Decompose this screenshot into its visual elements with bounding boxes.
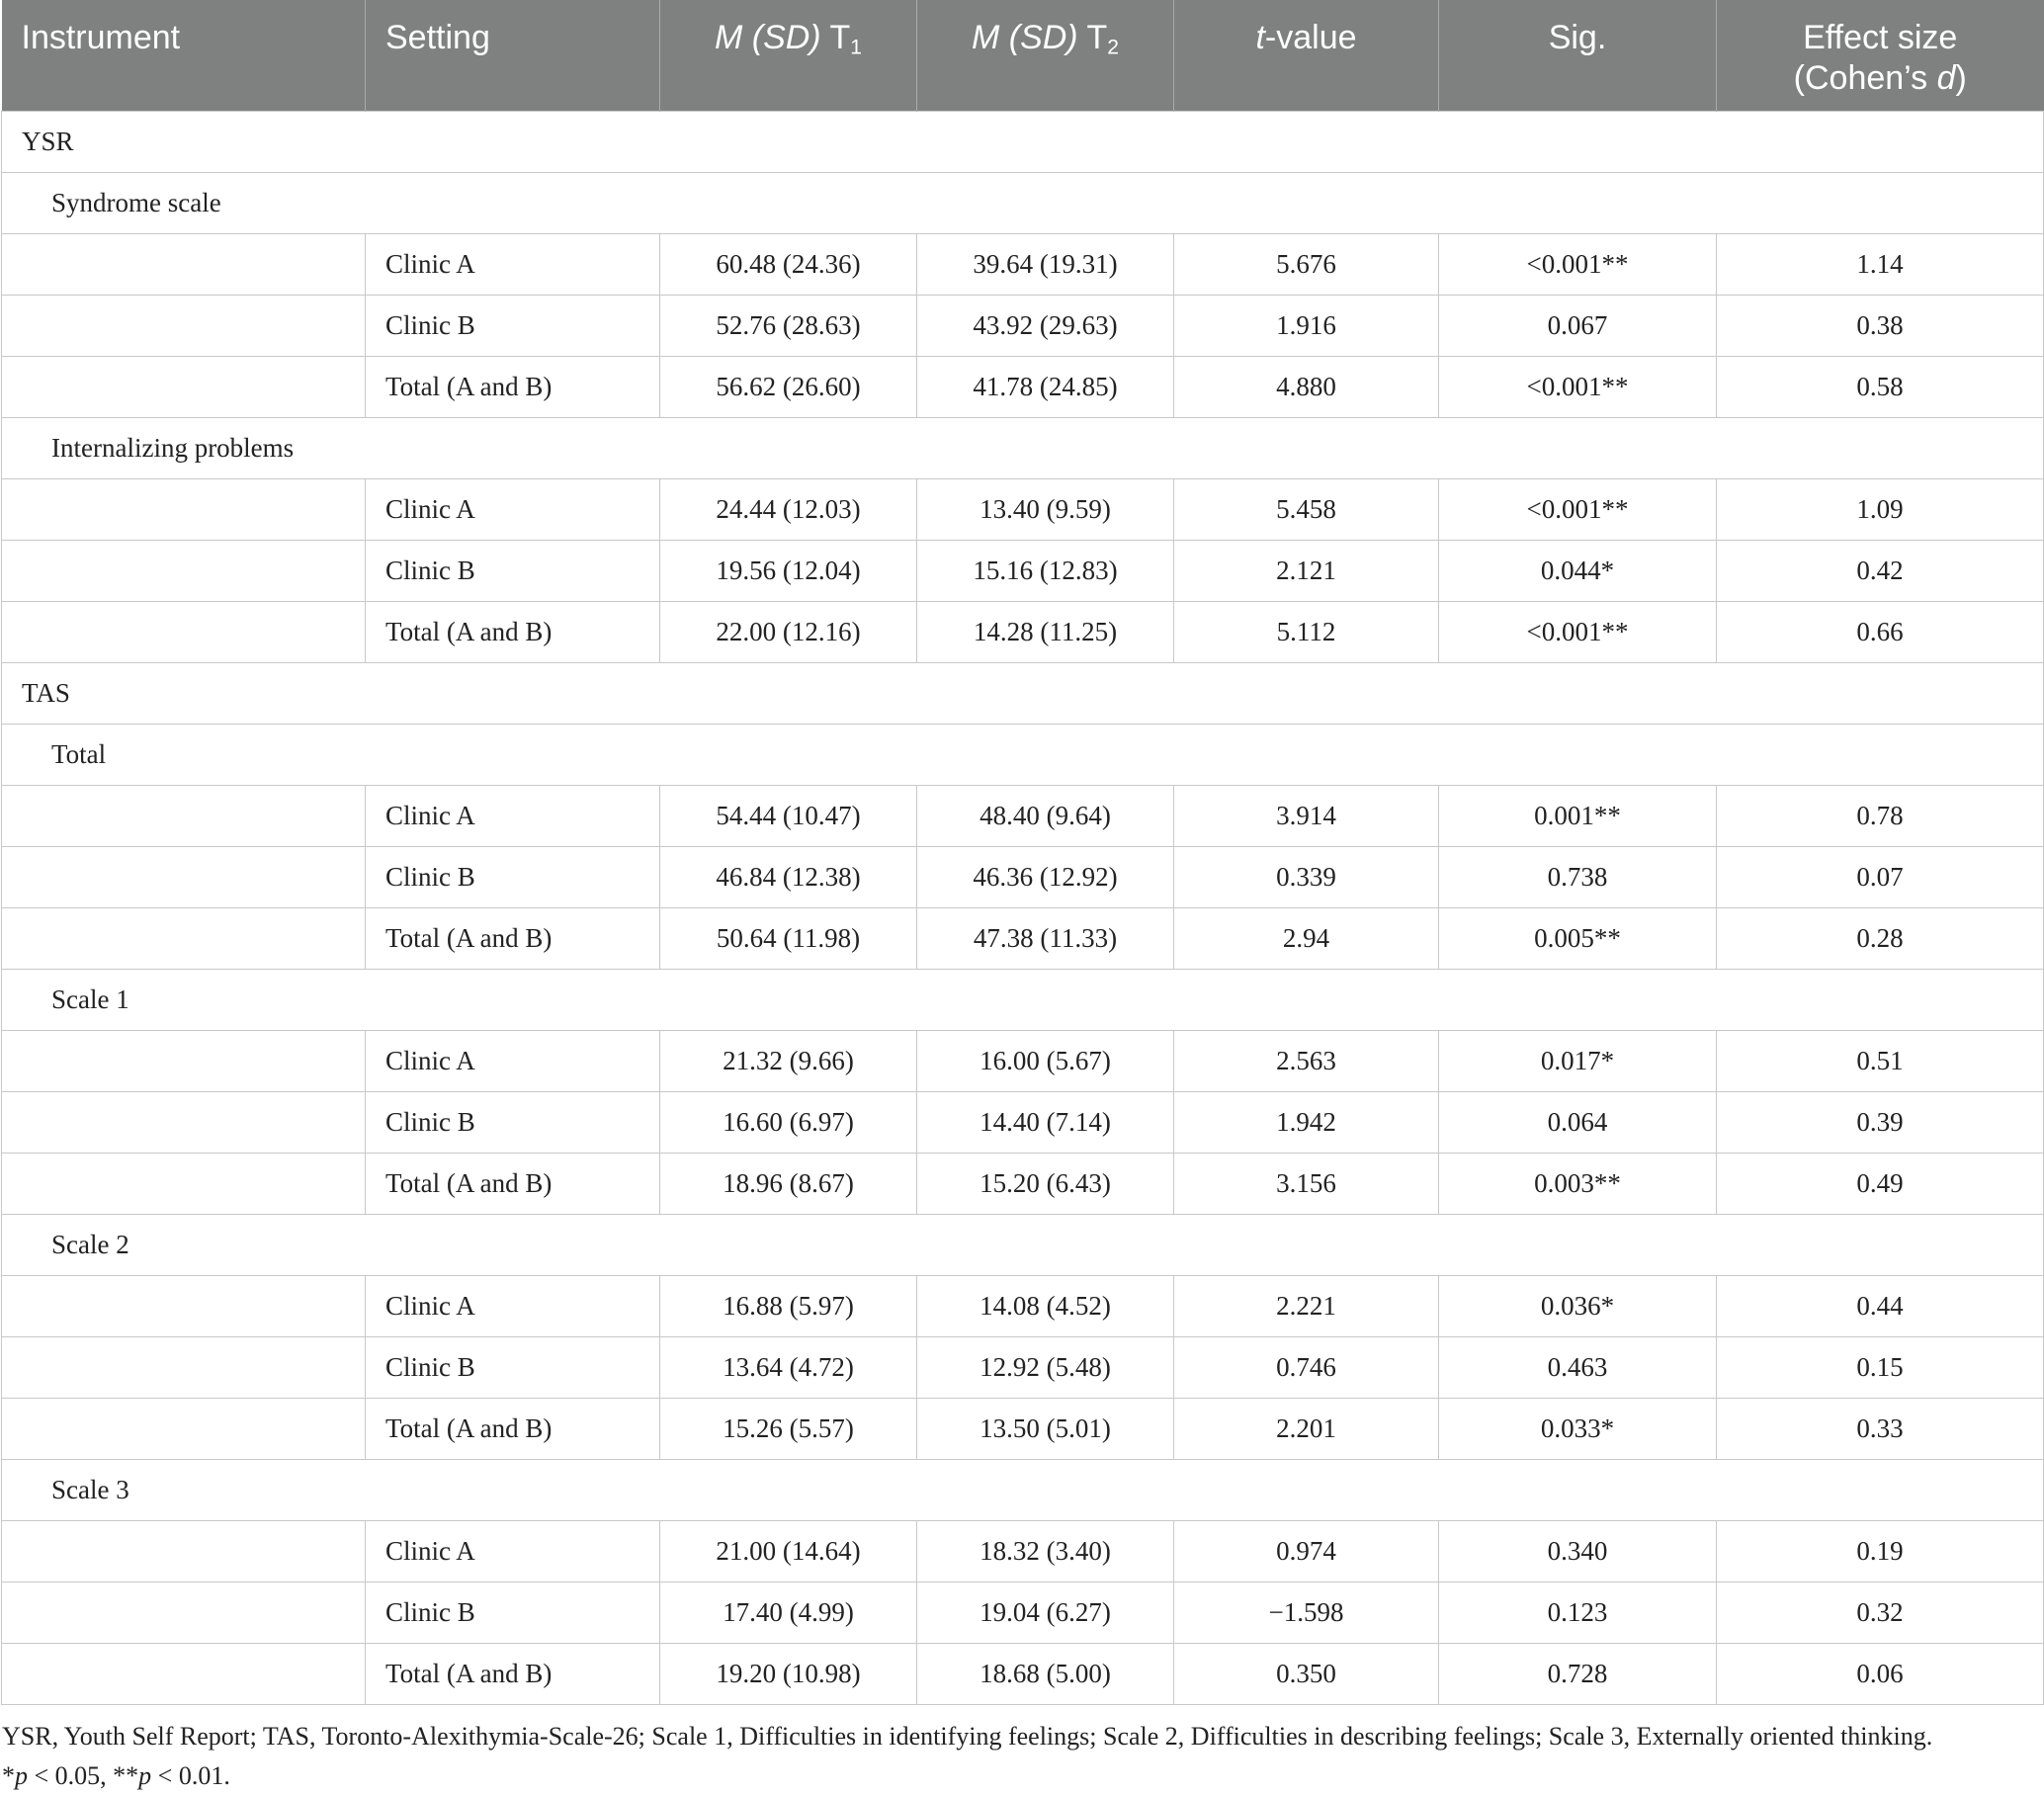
cell-instrument-empty [2, 356, 366, 417]
cell-m-sd-t2: 14.40 (7.14) [917, 1091, 1174, 1153]
cell-sig: 0.033* [1439, 1398, 1717, 1459]
cell-t-value: 0.350 [1174, 1643, 1439, 1704]
header-effect-line1: Effect size [1803, 19, 1958, 56]
cell-m-sd-t1: 52.76 (28.63) [660, 295, 917, 356]
cell-setting: Total (A and B) [366, 1398, 660, 1459]
cell-instrument-empty [2, 1582, 366, 1643]
table-row [2, 907, 2044, 969]
table-row [2, 1091, 2044, 1153]
cell-sig: 0.064 [1439, 1091, 1717, 1153]
cell-sig: 0.738 [1439, 846, 1717, 907]
table-row [2, 540, 2044, 601]
cell-effect-size: 0.33 [1717, 1398, 2044, 1459]
cell-effect-size: 0.44 [1717, 1275, 2044, 1336]
cell-m-sd-t1: 21.00 (14.64) [660, 1520, 917, 1582]
cell-m-sd-t1: 21.32 (9.66) [660, 1030, 917, 1091]
subsection-row [2, 1459, 2044, 1520]
cell-instrument-empty [2, 1336, 366, 1398]
cell-sig: <0.001** [1439, 478, 1717, 540]
header-m-sd-t2-italic: M (SD) [971, 19, 1078, 56]
cell-m-sd-t1: 19.56 (12.04) [660, 540, 917, 601]
cell-sig: 0.044* [1439, 540, 1717, 601]
cell-m-sd-t1: 46.84 (12.38) [660, 846, 917, 907]
table-row [2, 601, 2044, 662]
cell-instrument-empty [2, 540, 366, 601]
cell-m-sd-t1: 15.26 (5.57) [660, 1398, 917, 1459]
cell-setting: Total (A and B) [366, 1153, 660, 1214]
subsection-label: Internalizing problems [2, 417, 2044, 478]
cell-m-sd-t2: 12.92 (5.48) [917, 1336, 1174, 1398]
footnote-p1-star: * [2, 1760, 15, 1790]
cell-m-sd-t2: 48.40 (9.64) [917, 785, 1174, 846]
cell-setting: Clinic A [366, 1520, 660, 1582]
cell-effect-size: 0.42 [1717, 540, 2044, 601]
cell-t-value: 2.121 [1174, 540, 1439, 601]
cell-sig: 0.067 [1439, 295, 1717, 356]
footnote-p1-italic: p [15, 1760, 28, 1790]
cell-setting: Total (A and B) [366, 907, 660, 969]
cell-m-sd-t2: 18.32 (3.40) [917, 1520, 1174, 1582]
cell-t-value: 2.563 [1174, 1030, 1439, 1091]
cell-setting: Clinic A [366, 233, 660, 295]
cell-sig: <0.001** [1439, 233, 1717, 295]
cell-setting: Clinic A [366, 478, 660, 540]
cell-instrument-empty [2, 1398, 366, 1459]
cell-effect-size: 1.09 [1717, 478, 2044, 540]
cell-effect-size: 0.39 [1717, 1091, 2044, 1153]
cell-setting: Clinic B [366, 1336, 660, 1398]
cell-sig: 0.017* [1439, 1030, 1717, 1091]
section-row [2, 662, 2044, 724]
cell-t-value: 2.221 [1174, 1275, 1439, 1336]
cell-m-sd-t1: 16.88 (5.97) [660, 1275, 917, 1336]
cell-setting: Clinic B [366, 540, 660, 601]
cell-t-value: 1.916 [1174, 295, 1439, 356]
header-m-sd-t2-sub: 2 [1107, 36, 1119, 59]
header-m-sd-t1-italic: M (SD) [714, 19, 821, 56]
cell-effect-size: 0.32 [1717, 1582, 2044, 1643]
table-row [2, 1643, 2044, 1704]
cell-sig: 0.036* [1439, 1275, 1717, 1336]
cell-effect-size: 0.28 [1717, 907, 2044, 969]
footnote-p2-italic: p [138, 1760, 152, 1790]
cell-effect-size: 0.66 [1717, 601, 2044, 662]
cell-t-value: 1.942 [1174, 1091, 1439, 1153]
table-row [2, 1520, 2044, 1582]
cell-instrument-empty [2, 846, 366, 907]
section-row [2, 111, 2044, 172]
cell-m-sd-t1: 54.44 (10.47) [660, 785, 917, 846]
cell-sig: 0.728 [1439, 1643, 1717, 1704]
cell-t-value: −1.598 [1174, 1582, 1439, 1643]
cell-effect-size: 1.14 [1717, 233, 2044, 295]
table-row [2, 233, 2044, 295]
cell-sig: 0.340 [1439, 1520, 1717, 1582]
subsection-label: Syndrome scale [2, 172, 2044, 233]
cell-t-value: 3.914 [1174, 785, 1439, 846]
cell-t-value: 2.201 [1174, 1398, 1439, 1459]
table-row [2, 295, 2044, 356]
cell-instrument-empty [2, 478, 366, 540]
cell-m-sd-t1: 18.96 (8.67) [660, 1153, 917, 1214]
cell-sig: <0.001** [1439, 356, 1717, 417]
subsection-row [2, 724, 2044, 785]
table-row [2, 1398, 2044, 1459]
cell-m-sd-t2: 19.04 (6.27) [917, 1582, 1174, 1643]
cell-m-sd-t2: 14.28 (11.25) [917, 601, 1174, 662]
cell-instrument-empty [2, 601, 366, 662]
cell-instrument-empty [2, 233, 366, 295]
cell-sig: 0.463 [1439, 1336, 1717, 1398]
subsection-row [2, 1214, 2044, 1275]
table-row [2, 356, 2044, 417]
cell-m-sd-t1: 13.64 (4.72) [660, 1336, 917, 1398]
header-sig: Sig. [1439, 0, 1717, 111]
cell-sig: 0.003** [1439, 1153, 1717, 1214]
subsection-row [2, 172, 2044, 233]
cell-effect-size: 0.06 [1717, 1643, 2044, 1704]
table-row [2, 478, 2044, 540]
cell-m-sd-t2: 16.00 (5.67) [917, 1030, 1174, 1091]
cell-instrument-empty [2, 1153, 366, 1214]
header-m-sd-t1-t: T [829, 19, 851, 56]
footnote-p2-rest: < 0.01. [151, 1760, 230, 1790]
cell-t-value: 5.458 [1174, 478, 1439, 540]
subsection-label: Scale 1 [2, 969, 2044, 1030]
footnote-p1-rest: < 0.05, ** [28, 1760, 139, 1790]
header-m-sd-t1-sub: 1 [850, 36, 862, 59]
section-label: YSR [2, 111, 2044, 172]
cell-setting: Total (A and B) [366, 356, 660, 417]
cell-m-sd-t2: 15.20 (6.43) [917, 1153, 1174, 1214]
header-t-value [1174, 0, 1439, 111]
cell-t-value: 2.94 [1174, 907, 1439, 969]
cell-sig: 0.005** [1439, 907, 1717, 969]
cell-m-sd-t1: 16.60 (6.97) [660, 1091, 917, 1153]
cell-m-sd-t1: 17.40 (4.99) [660, 1582, 917, 1643]
cell-m-sd-t1: 50.64 (11.98) [660, 907, 917, 969]
cell-m-sd-t2: 41.78 (24.85) [917, 356, 1174, 417]
cell-setting: Clinic B [366, 846, 660, 907]
subsection-label: Scale 2 [2, 1214, 2044, 1275]
cell-m-sd-t2: 18.68 (5.00) [917, 1643, 1174, 1704]
cell-m-sd-t2: 14.08 (4.52) [917, 1275, 1174, 1336]
cell-setting: Clinic B [366, 1582, 660, 1643]
cell-m-sd-t2: 13.40 (9.59) [917, 478, 1174, 540]
header-effect-line2-pre: (Cohen’s [1793, 58, 1937, 97]
table-row [2, 1153, 2044, 1214]
cell-setting: Clinic B [366, 1091, 660, 1153]
cell-m-sd-t1: 22.00 (12.16) [660, 601, 917, 662]
header-row [2, 0, 2044, 111]
cell-effect-size: 0.15 [1717, 1336, 2044, 1398]
cell-setting: Clinic A [366, 1275, 660, 1336]
table-row [2, 785, 2044, 846]
header-m-sd-t2-t: T [1086, 19, 1108, 56]
cell-instrument-empty [2, 1520, 366, 1582]
cell-m-sd-t2: 39.64 (19.31) [917, 233, 1174, 295]
cell-setting: Clinic A [366, 785, 660, 846]
cell-effect-size: 0.51 [1717, 1030, 2044, 1091]
header-effect-line2-post: ) [1955, 58, 1967, 97]
header-setting: Setting [366, 0, 660, 111]
cell-sig: <0.001** [1439, 601, 1717, 662]
cell-m-sd-t1: 56.62 (26.60) [660, 356, 917, 417]
cell-instrument-empty [2, 295, 366, 356]
cell-t-value: 5.112 [1174, 601, 1439, 662]
table-row [2, 1030, 2044, 1091]
subsection-row [2, 417, 2044, 478]
table-header [2, 0, 2044, 111]
subsection-label: Scale 3 [2, 1459, 2044, 1520]
cell-m-sd-t2: 47.38 (11.33) [917, 907, 1174, 969]
footnote-significance [2, 1756, 2044, 1796]
cell-setting: Clinic A [366, 1030, 660, 1091]
table-footnote [2, 1717, 2044, 1796]
cell-m-sd-t2: 15.16 (12.83) [917, 540, 1174, 601]
cell-m-sd-t1: 19.20 (10.98) [660, 1643, 917, 1704]
cell-t-value: 5.676 [1174, 233, 1439, 295]
cell-m-sd-t1: 24.44 (12.03) [660, 478, 917, 540]
cell-m-sd-t2: 13.50 (5.01) [917, 1398, 1174, 1459]
cell-instrument-empty [2, 785, 366, 846]
table-body [2, 111, 2044, 1704]
header-instrument: Instrument [2, 0, 366, 111]
cell-effect-size: 0.07 [1717, 846, 2044, 907]
cell-t-value: 4.880 [1174, 356, 1439, 417]
cell-t-value: 3.156 [1174, 1153, 1439, 1214]
subsection-row [2, 969, 2044, 1030]
cell-sig: 0.001** [1439, 785, 1717, 846]
cell-instrument-empty [2, 1030, 366, 1091]
results-table [1, 0, 2044, 1705]
cell-effect-size: 0.49 [1717, 1153, 2044, 1214]
cell-effect-size: 0.58 [1717, 356, 2044, 417]
header-effect-size [1717, 0, 2044, 111]
cell-m-sd-t2: 43.92 (29.63) [917, 295, 1174, 356]
cell-effect-size: 0.78 [1717, 785, 2044, 846]
cell-instrument-empty [2, 907, 366, 969]
cell-m-sd-t2: 46.36 (12.92) [917, 846, 1174, 907]
cell-instrument-empty [2, 1275, 366, 1336]
cell-t-value: 0.339 [1174, 846, 1439, 907]
table-row [2, 846, 2044, 907]
cell-effect-size: 0.38 [1717, 295, 2044, 356]
table-row [2, 1582, 2044, 1643]
header-m-sd-t2 [917, 0, 1174, 111]
table-row [2, 1275, 2044, 1336]
cell-instrument-empty [2, 1091, 366, 1153]
header-t-italic: t [1255, 19, 1265, 56]
cell-sig: 0.123 [1439, 1582, 1717, 1643]
cell-setting: Total (A and B) [366, 601, 660, 662]
subsection-label: Total [2, 724, 2044, 785]
header-t-rest: -value [1264, 19, 1357, 56]
cell-t-value: 0.746 [1174, 1336, 1439, 1398]
footnote-abbreviations: YSR, Youth Self Report; TAS, Toronto-Alexithymia-Scale-26; Scale 1, Difficulties in identifying feelings; Scale 2, Difficulties in describing feelings; Scale 3, Externally oriented thinking. [2, 1721, 1933, 1751]
header-m-sd-t1 [660, 0, 917, 111]
cell-setting: Total (A and B) [366, 1643, 660, 1704]
section-label: TAS [2, 662, 2044, 724]
cell-setting: Clinic B [366, 295, 660, 356]
cell-effect-size: 0.19 [1717, 1520, 2044, 1582]
cell-t-value: 0.974 [1174, 1520, 1439, 1582]
table-row [2, 1336, 2044, 1398]
header-effect-line2-italic: d [1936, 58, 1956, 97]
cell-m-sd-t1: 60.48 (24.36) [660, 233, 917, 295]
cell-instrument-empty [2, 1643, 366, 1704]
